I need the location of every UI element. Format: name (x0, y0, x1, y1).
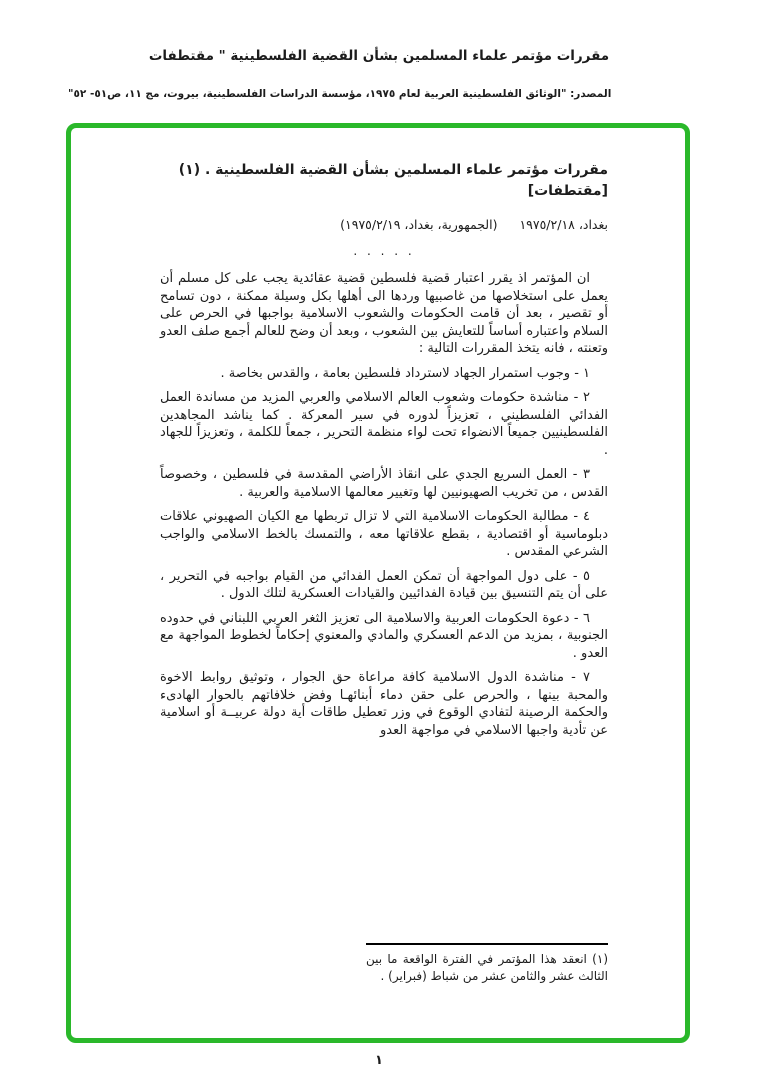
paragraph: ٣ - العمل السريع الجدي على انقاذ الأراضي المقدسة في فلسطين ، وخصوصاً القدس ، من تخريب الصهيونيين لها وتغيير معالمها الاسلامية والعربية . (160, 467, 608, 500)
document-body (160, 270, 608, 739)
dateline-source: (الجمهورية، بغداد، ١٩٧٥/٢/١٩) (340, 217, 498, 233)
paragraph: ٢ - مناشدة حكومات وشعوب العالم الاسلامي والعربي المزيد من مساندة العمل الفدائي الفلسطيني ، تعزيزاً لدوره في سير المعركة . كما يناشد المجاهدين الفلسطينيين جميعاً الانضواء تحت لواء منظمة التحرير ، جمعاً للكلمة ، وتعزيزاً للجهاد . (160, 390, 608, 458)
paragraph: ان المؤتمر اذ يقرر اعتبار قضية فلسطين قضية عقائدية يجب على كل مسلم أن يعمل على استخلاصها من غاصبيها وردها الى أهلها بكل وسيلة ممكنة ، دون تسامح أو تقصير ، بعد أن قامت الحكومات والشعوب الاسلامية بواجبها في الحرص على السلام واعتباره أساساً للتعايش بين الشعوب ، وبعد أن وضح للعالم أجمع صلف العدو وتعنته ، فانه يتخذ المقررات التالية : (160, 271, 608, 357)
source-line: المصدر: "الوثائق الفلسطينية العربية لعام ١٩٧٥، مؤسسة الدراسات الفلسطينية، بيروت، مج ١١، ص٥١- ٥٢" (68, 88, 612, 100)
footnote: (١) انعقد هذا المؤتمر في الفترة الواقعة ما بين الثالث عشر والثامن عشر من شباط (فبراير) . (366, 952, 608, 983)
footnote-divider (366, 943, 608, 945)
separator-dots: . . . . . (353, 244, 415, 259)
paragraph: ١ - وجوب استمرار الجهاد لاسترداد فلسطين بعامة ، والقدس بخاصة . (220, 365, 590, 381)
footnote-block (366, 943, 608, 985)
document-title: مقررات مؤتمر علماء المسلمين بشأن القضية الفلسطينية . (١) (178, 162, 608, 178)
dateline (160, 217, 608, 232)
document-subtitle: [مقتطفات] (527, 182, 608, 199)
paragraph: ٧ - مناشدة الدول الاسلامية كافة مراعاة حق الجوار ، وتوثيق روابط الاخوة والمحبة بينها ، والحرص على حقن دماء أبنائهـا وفض خلافاتهم بالحوار الهادىء والحكمة الرصينة لتفادي الوقوع في وزر تعطيل طاقات أية دولة عربيــة أو اسلامية عن تأدية واجبها الاسلامي في مواجهة العدو (160, 670, 608, 738)
paragraph: ٥ - على دول المواجهة أن تمكن العمل الفدائي من القيام بواجبه في التحرير ، على أن يتم التنسيق بين قيادة الفدائيين والقيادات العسكرية لتلك الدول . (160, 568, 608, 602)
dateline-place: بغداد، ١٩٧٥/٢/١٨ (519, 217, 608, 233)
paragraph: ٤ - مطالبة الحكومات الاسلامية التي لا تزال تربطها مع الكيان الصهيوني علاقات دبلوماسية أو اقتصادية ، بقطع علاقاتها معه ، والتمسك بالخط الاسلامي والواجب الشرعي المقدس . (160, 509, 608, 560)
document-frame (66, 123, 690, 1043)
page-title: مقررات مؤتمر علماء المسلمين بشأن القضية الفلسطينية " مقتطفات (148, 48, 610, 64)
document-content (160, 160, 608, 746)
page-number: ١ (375, 1053, 383, 1068)
paragraph: ٦ - دعوة الحكومات العربية والاسلامية الى تعزيز الثغر العربي اللبناني في حدوده الجنوبية ، بمزيد من الدعم العسكري والمادي والمعنوي إحكاماً لخطوط المواجهة مع العدو . (160, 610, 608, 661)
